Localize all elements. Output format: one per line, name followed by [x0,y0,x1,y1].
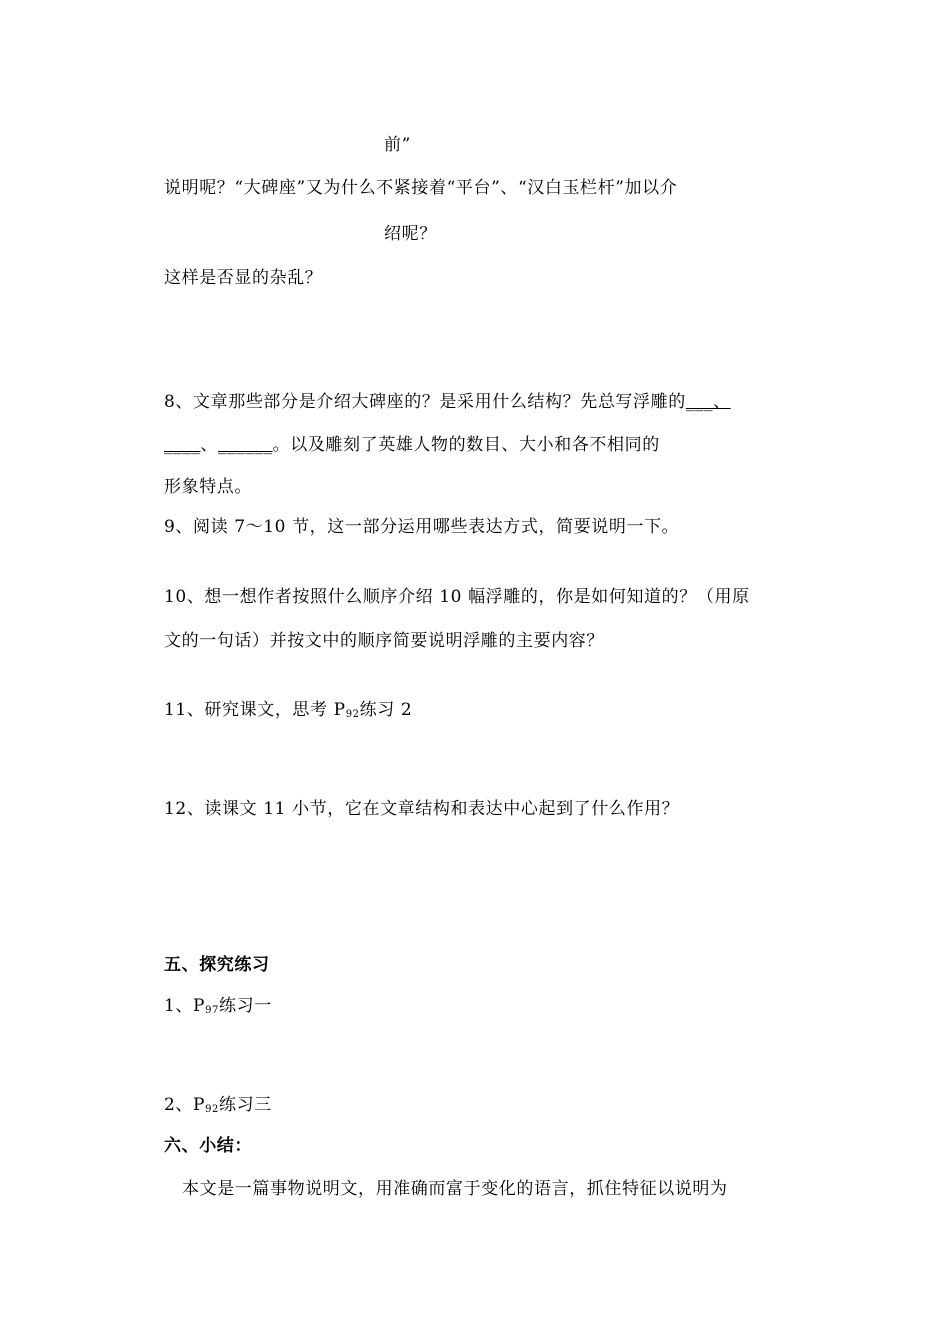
question-8-line-1 [164,390,731,414]
question-text: 。以及雕刻了英雄人物的数目、大小和各不相同的 [272,435,660,455]
exercise-1 [164,994,272,1018]
question-10-line-2: 文的一句话）并按文中的顺序简要说明浮雕的主要内容？ [164,631,604,651]
exercise-text: 练习三 [219,1095,272,1115]
answer-blank: ____ [164,435,201,455]
question-8-line-2 [164,433,660,457]
question-9: 9、阅读 7～10 节，这一部分运用哪些表达方式，简要说明一下。 [164,517,680,537]
section-heading: 五、探究练习 [164,955,270,975]
answer-blank: ______ [218,435,273,455]
exercise-2 [164,1093,272,1117]
text-line: 前” [384,135,411,155]
page-subscript: 92 [205,1104,219,1115]
question-text: 8、文章那些部分是介绍大碑座的？是采用什么结构？先总写浮雕的 [164,392,686,412]
answer-blank: ___、 [685,392,731,412]
question-12: 12、读课文 11 小节，它在文章结构和表达中心起到了什么作用？ [164,799,680,819]
text-line: 说明呢？“大碑座”又为什么不紧接着“平台”、“汉白玉栏杆”加以介 [164,178,678,198]
exercise-text: 2、P [164,1095,206,1115]
exercise-text: 1、P [164,996,206,1016]
section-heading: 六、小结： [164,1136,252,1156]
exercise-text: 练习一 [219,996,272,1016]
page-subscript: 97 [205,1005,219,1016]
question-8-line-3: 形象特点。 [164,477,252,497]
question-11 [164,698,412,722]
summary-paragraph: 本文是一篇事物说明文，用准确而富于变化的语言，抓住特征以说明为 [182,1179,728,1199]
question-text: 练习 2 [359,700,413,720]
separator: 、 [200,435,219,455]
question-10-line-1: 10、想一想作者按照什么顺序介绍 10 幅浮雕的，你是如何知道的？（用原 [164,587,750,607]
text-line: 绍呢？ [384,224,437,244]
text-line: 这样是否显的杂乱？ [164,268,323,288]
question-text: 11、研究课文，思考 P [164,700,346,720]
page-subscript: 92 [345,709,360,720]
